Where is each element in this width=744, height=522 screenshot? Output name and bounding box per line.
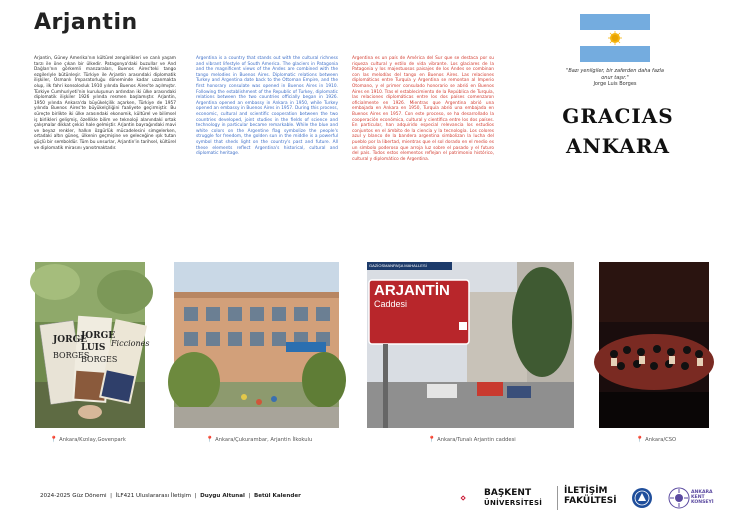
spanish-paragraph: Argentina es un país de América del Sur que se destaca por su riqueza cultural y estilo de vida vibrante. Los glaciares de la Patagonia y los majestuosos paisajes de los Andes se combinan con las melodías del tango en Buenos Aires. Las relaciones diplomáticas entre Turquía y Argentina se remontan al Imperio Otomano, y el primer consulado honorario se abrió en Buenos Aires en 1910. Tras el establecimiento de la República de Turquía, las relaciones diplomáticas entre los dos países comenzaron oficialmente en 1926. Mientras que Argentina abrió una embajada en Ankara en 1950, Turquía abrió una embajada en Buenos Aires en 1957. Con este proceso, se ha desarrollado la cooperación económica, cultural y científica entre los dos países. En particular, han adquirido especial relevancia los estudios conjuntos en el ámbito de la ciencia y la tecnología. Los colores azul y blanco de la bandera argentina simbolizan la lucha del pueblo por la libertad, mientras que el sol dorado en el medio es un símbolo poderoso que arroja luz sobre el pasado y el futuro del país. Todos estos elementos reflejan el patrimonio histórico, cultural y diplomático de Argentina. <box>352 56 494 162</box>
photo-cso-concert <box>599 262 709 428</box>
photo-borges-books <box>35 262 150 428</box>
footer-lecturer: Betül Kalender <box>253 493 301 499</box>
quote-author: Jorge Luis Borges <box>593 81 637 87</box>
caption-3 <box>428 436 516 443</box>
footer-term: 2024-2025 Güz Dönemi <box>40 493 107 499</box>
street-sign-name: ARJANTİN <box>374 282 450 299</box>
location-pin-icon: 📍 <box>428 436 436 443</box>
turkish-paragraph: Arjantin, Güney Amerika'nın kültürel zenginlikleri ve canlı yaşam tarzı ile öne çıkan bir ülkedir. Patagonya'daki buzullar ve And Dağları'nın görkemli manzaraları, Buenos Aires'teki tango ezgileriyle bütünleşir. Türkiye ile Arjantin arasındaki diplomatik ilişkiler, Osmanlı İmparatorluğu döneminde kadar uzanmakta olup, ilk fahri konsolosluk 1910 yılında Buenos Aires'te açılmıştır. Türkiye Cumhuriyeti'nin kuruluşunun ardından iki ülke arasındaki diplomatik ilişkiler 1926 yılında resmen başlamıştır. Arjantin, 1950 yılında Ankara'da büyükelçilik açarken, Türkiye de 1957 yılında Buenos Aires'te büyükelçiliğini faaliyete geçirmiştir. Bu süreçte birlikte iki ülke arasındaki ekonomik, kültürel ve bilimsel iş birlikleri gelişmiş, özellikle bilim ve teknoloji alanındaki ortak çalışmalar dikkat çekici hale gelmiştir. Arjantin bayrağındaki mavi ve beyaz renkler, halkın özgürlük mücadelesini simgelerken, ortadaki altın güneş, ülkenin geçmişine ve geleceğine ışık tutan güçlü bir semboldür. Tüm bu unsurlar, Arjantin'in tarihsel, kültürel ve diplomatik mirasını yansıtmaktadır. <box>34 56 176 151</box>
council-line-2: KENT <box>691 495 705 501</box>
location-pin-icon: 📍 <box>50 436 58 443</box>
sun-of-may-icon <box>608 31 622 45</box>
spanish-text-column <box>352 56 494 162</box>
caption-text: Ankara/CSO <box>645 437 677 443</box>
svg-text:BORGES: BORGES <box>53 351 90 360</box>
caption-text: Ankara/Kızılay,Govenpark <box>59 437 126 443</box>
location-pin-icon: 📍 <box>206 436 214 443</box>
faculty-line-2: FAKÜLTESİ <box>564 496 617 506</box>
ankara-heading: ANKARA <box>565 134 671 158</box>
quote-text: "Bazı yenilgiler, bir zaferden daha fazla onur taşır." <box>566 68 664 81</box>
footer-student: Duygu Altunal <box>200 493 245 499</box>
footer-credits: 2024-2025 Güz Dönemi | İLF421 Uluslararası İletişim | Duygu Altunal | Betül Kalender <box>40 493 301 499</box>
svg-text:JORGE: JORGE <box>53 335 88 345</box>
argentina-flag-icon <box>580 14 650 62</box>
photo-arjantin-street <box>367 262 574 428</box>
university-sub: ÜNİVERSİTESİ <box>484 499 543 507</box>
faculty-name <box>564 486 617 506</box>
caption-text: Ankara/Çukurambar, Arjantin İlkokulu <box>215 437 313 443</box>
footer-divider <box>557 486 558 510</box>
location-pin-icon: 📍 <box>636 436 644 443</box>
caption-4 <box>636 436 676 443</box>
ankara-council-name <box>691 490 714 506</box>
caption-text: Ankara/Tunalı Arjantin caddesi <box>437 437 516 443</box>
council-line-3: KONSEYİ <box>691 500 714 506</box>
english-text-column <box>196 56 338 157</box>
caption-1 <box>50 436 126 443</box>
caption-2 <box>206 436 312 443</box>
ankara-council-emblem-icon <box>668 487 690 509</box>
faculty-line-1: İLETİŞİM <box>564 486 608 496</box>
footer-course: İLF421 Uluslararası İletişim <box>115 493 192 499</box>
svg-text:LUIS: LUIS <box>81 343 106 353</box>
ankara-municipality-emblem-icon <box>631 487 653 509</box>
university-name: BAŞKENT <box>484 488 532 498</box>
street-sign-district: GAZİOSMANPAŞA MAHALLESİ <box>369 263 427 268</box>
page-title: Arjantin <box>34 10 138 35</box>
street-sign-type: Caddesi <box>374 299 408 309</box>
english-paragraph: Argentina is a country that stands out with the cultural richness and vibrant lifestyle of South America. The glaciers in Patagonia and the magnificent views of the Andes are combined with the tango melodies in Buenos Aires. Diplomatic relations between Turkey and Argentina date back to the Ottoman Empire, and the first honorary consulate was opened in Buenos Aires in 1910. Following the establishment of the Republic of Turkey, diplomatic relations between the two countries officially began in 1926. Argentina opened an embassy in Ankara in 1950, while Turkey opened an embassy in Buenos Aires in 1957. During this process, economic, cultural and scientific cooperation between the two countries developed, joint studies in the fields of science and technology in particular became remarkable. While the blue and white colors on the Argentine flag symbolize the people's struggle for freedom, the golden sun in the middle is a powerful symbol that sheds light on the country's past and future. All these elements reflect Argentina's historical, cultural and diplomatic heritage. <box>196 56 338 157</box>
borges-quote <box>566 68 664 88</box>
svg-text:JORGE: JORGE <box>81 331 116 341</box>
street-sign <box>374 282 464 310</box>
svg-text:BORGES: BORGES <box>81 355 118 364</box>
gracias-heading: GRACIAS <box>562 104 674 128</box>
turkish-text-column <box>34 56 176 151</box>
svg-text:Ficciones: Ficciones <box>111 339 150 348</box>
photo-arjantin-school <box>174 262 339 428</box>
council-line-1: ANKARA <box>691 490 713 495</box>
baskent-logo-icon <box>460 486 484 510</box>
